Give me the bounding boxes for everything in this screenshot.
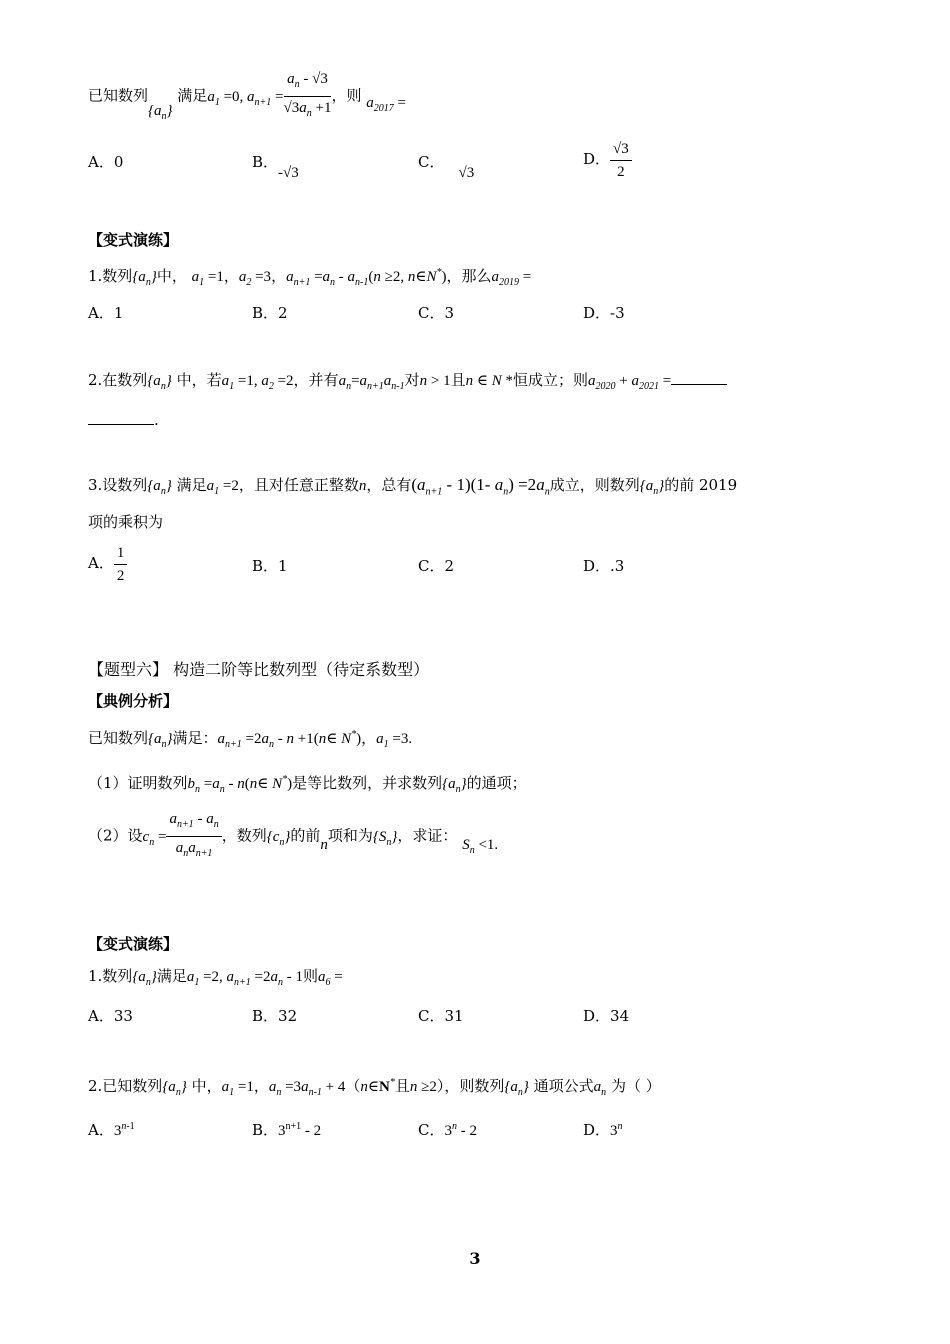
seq-S-n: $\{S_n\}$ [372, 828, 398, 848]
v1-q3-mid5: 的前 2019 [664, 476, 738, 494]
formula-a1-2: $a_1 =2$ [206, 478, 239, 497]
formula-a6: $a_6$ = [318, 969, 343, 988]
section6-title: 【题型六】 构造二阶等比数列型（待定系数型） [88, 660, 430, 679]
v1-q2-mid2: ，并有 [293, 371, 339, 389]
seq-a-n: $\{a_n\}$ [442, 776, 467, 795]
formula-n-var: n [320, 836, 328, 853]
formula-product: $(a_{n+1} - 1)(1-$ $a_n) =2a_n$ [411, 475, 550, 498]
seq-a-n: $\{a_n\}$ [132, 969, 157, 988]
option-b-label: B． [252, 153, 279, 171]
v2-q1-option-b: B．32 [252, 1007, 298, 1025]
v2-q1-prefix: 1.数列 [88, 967, 133, 985]
formula-a1-recur: $a_1 =0$, $a_{n+1}$ = [207, 88, 284, 108]
formula-v1q1: $a_1 =1$ [191, 269, 224, 288]
s6-part2-a: （2）设 [88, 826, 143, 845]
problem1-option-d [583, 136, 632, 183]
formula-bn: $b_n =a_n$ - n(n∈ N*) [187, 774, 293, 795]
v1-q3-option-d: D．.3 [583, 557, 625, 575]
v2-q2-mid5: ），则数列 [436, 1077, 505, 1095]
variation2-q2 [88, 1073, 661, 1103]
s6-part2-d: 项和为 [327, 826, 373, 845]
variation1-q2-cont [88, 410, 159, 430]
v1-q2-mid5: 恒成立；则 [513, 371, 589, 389]
v1-q1-option-c: C．3 [418, 304, 455, 322]
v2-q2-option-a-label: A． [88, 1121, 114, 1139]
option-d-label: D． [583, 150, 611, 168]
formula-v1q2-recur: $a_n=a_{n+1}a_{n-1}$ [338, 373, 405, 392]
v1-q3-option-a [88, 540, 127, 587]
s6-part1-c: 的通项； [466, 774, 527, 792]
seq-a-n: $\{a_n\}$ [504, 1079, 529, 1098]
section6-part1 [88, 770, 527, 800]
v2-q1-option-c: C．31 [418, 1007, 464, 1025]
v1-q1-prefix: 1.数列 [88, 267, 133, 285]
v2-q1-mid2: 则 [303, 967, 319, 985]
formula-v2q2-recur: $a_n =3a_{n-1} + 4$ [268, 1079, 346, 1098]
option-a-expr: 3$^{n-1}$ [113, 1121, 135, 1139]
seq-a-n: $\{a_n\}$ [639, 478, 665, 497]
formula-v1q2-init: $a_1 =1$, $a_2 =2$ [221, 373, 294, 392]
variation2-header: 【变式演练】 [88, 935, 179, 953]
option-b-value: -√3 [278, 165, 299, 181]
v2-q2-option-c [418, 1117, 477, 1141]
v2-q2-option-d [583, 1117, 623, 1141]
formula-s6-a1: $a_1 =3$. [376, 731, 413, 750]
formula-Sn-lt-1: $S_n <1$. [462, 836, 499, 856]
v1-q3-option-c: C．2 [418, 557, 455, 575]
answer-blank-cont[interactable] [88, 424, 154, 425]
formula-v1q1-recur: $a_{n+1} =a_n - a_{n-1}(n \ge 2$, n∈N*) [286, 267, 447, 288]
s6-stem-b: 满足： [172, 729, 218, 747]
section6-part2 [88, 808, 498, 867]
v2-q1-option-d: D．34 [583, 1007, 630, 1025]
option-c-label: C． [418, 153, 445, 171]
problem1-text-c: ，则 [331, 86, 362, 105]
v1-q1-tail: ，那么 [446, 267, 492, 285]
v2-q2-mid3: （ [345, 1077, 361, 1095]
s6-stem-a: 已知数列 [88, 729, 149, 747]
v2-q2-option-a [88, 1117, 135, 1141]
answer-blank[interactable] [671, 384, 727, 385]
v2-q1-option-a: A．33 [88, 1007, 133, 1025]
seq-c-n: $\{c_n\}$ [266, 828, 291, 848]
problem1-option-c [418, 152, 475, 181]
page-number: 3 [469, 1249, 481, 1268]
variation1-q1: 1.数列$\{a_n\}$中， $a_1 =1$，$a_2 =3$，$a_{n+1} =a_n - a_{n-1}(n \ge 2$, n∈N*)，那么$a_{2019}$ = [88, 267, 532, 288]
s6-part2-e: ，求证： [397, 826, 458, 845]
problem1-option-a: A．0 [88, 153, 124, 171]
problem1-option-b [252, 152, 299, 181]
variation1-header: 【变式演练】 [88, 231, 179, 249]
v2-q1-mid: 满足 [156, 967, 187, 985]
variation2-q1 [88, 966, 343, 993]
v2-q2-option-c-label: C． [418, 1121, 445, 1139]
v1-q2-mid: 中，若 [176, 371, 222, 389]
formula-n-in-N: n ∈ N * [465, 373, 513, 389]
v1-q2-mid4: 且 [450, 371, 466, 389]
formula-a2017: $a_{2017}$ = [366, 94, 406, 114]
option-a-half: $\frac{1}{2}$ [114, 542, 128, 587]
formula-v1q1-a2: $a_2 =3$ [238, 269, 272, 288]
problem1-text-a: 已知数列 [88, 86, 149, 105]
problem1-stem [88, 68, 406, 126]
v1-q2-mid3: 对 [404, 371, 420, 389]
v1-q2-prefix: 2.在数列 [88, 371, 148, 389]
formula-v2q2-a1: $a_1 =1$ [221, 1079, 254, 1098]
v2-q2-option-b [252, 1117, 321, 1141]
formula-sum: $a_{2020} + a_{2021}$ = [588, 373, 672, 392]
seq-a-n: $\{a_n\}$ [147, 373, 172, 392]
s6-part1-b: 是等比数列，并求数列 [292, 774, 443, 792]
s6-part2-b: ，数列 [221, 826, 267, 845]
variation1-q2 [88, 370, 727, 397]
v2-q2-option-b-label: B． [252, 1121, 279, 1139]
v1-q1-mid: 中， [156, 267, 187, 285]
v1-q3-mid: 满足 [176, 476, 207, 494]
v1-q3-mid4: 成立，则数列 [549, 476, 640, 494]
v1-q1-option-d: D．-3 [583, 304, 625, 322]
s6-part1-a: （1）证明数列 [88, 774, 188, 792]
seq-a-n: $\{a_n\}$ [162, 1079, 187, 1098]
formula-n-ge-2: n ≥2 [409, 1079, 437, 1095]
v1-q3-mid3: ，总有 [366, 476, 412, 494]
section6-example-header: 【典例分析】 [88, 692, 179, 710]
v2-q2-mid6: 通项公式 [533, 1077, 594, 1095]
variation1-q3 [88, 475, 737, 502]
option-c-value: √3 [458, 165, 475, 181]
v1-q3-mid2: ，且对任意正整数 [238, 476, 359, 494]
option-c-expr: 3$^n$ - 2 [444, 1121, 477, 1139]
s6-part2-c: 的前 [290, 826, 321, 845]
formula-n-gt-1: n > 1 [419, 373, 451, 389]
seq-a-n: $\{a_n\}$ [148, 731, 173, 750]
v2-q2-mid4: 且 [394, 1077, 410, 1095]
problem1-text-b: 满足 [177, 86, 208, 105]
formula-s6-recur: $a_{n+1} =2a_n - n$ +1(n∈ N*) [217, 729, 362, 750]
option-d-fraction: $\frac{√3}{2}$ [610, 138, 632, 183]
v2-q2-option-d-label: D． [583, 1121, 611, 1139]
formula-v2q1: $a_1 =2$, $a_{n+1} =2a_n - 1$ [186, 969, 304, 988]
formula-an: $a_n$ [593, 1079, 607, 1098]
fraction-cn: $\frac{a_{n+1} - a_n}{a_na_{n+1}}$ [166, 808, 221, 865]
option-d-expr: 3$^n$ [610, 1121, 623, 1139]
v2-q2-prefix: 2.已知数列 [88, 1077, 163, 1095]
v1-q3-prefix: 3.设数列 [88, 476, 148, 494]
formula-n: n [358, 478, 367, 494]
v1-q3-option-b: B．1 [252, 557, 288, 575]
v1-q1-option-a: A．1 [88, 304, 124, 322]
formula-cn: $c_n$ = [142, 828, 167, 848]
variation1-q3-line2: 项的乘积为 [88, 513, 164, 531]
section6-stem: 已知数列$\{a_n\}$满足：$a_{n+1} =2a_n - n$ +1(n∈ N*)，$a_1 =3$. [88, 729, 413, 750]
v2-q2-mid: 中， [191, 1077, 222, 1095]
seq-a-n: $\{a_n\}$ [132, 269, 157, 288]
v2-q2-mid2: ， [253, 1077, 269, 1095]
seq-a-n: $\{a_n\}$ [147, 478, 172, 497]
v2-q2-end: 为（ ） [610, 1077, 661, 1095]
option-b-expr: $3^{n+1} - 2$ [278, 1121, 322, 1139]
v1-q2-end: . [154, 411, 159, 429]
v1-q3-option-a-label: A． [88, 554, 114, 572]
formula-a2019: $a_{2019}$ = [491, 269, 532, 288]
v1-q1-option-b: B．2 [252, 304, 288, 322]
fraction-recur: $\frac{a_n - √3}{√3a_n +1}$ [284, 68, 332, 125]
formula-n-in-Nstar: n∈N* [360, 1077, 395, 1095]
seq-a-n: $\{a_n\}$ [148, 102, 173, 122]
